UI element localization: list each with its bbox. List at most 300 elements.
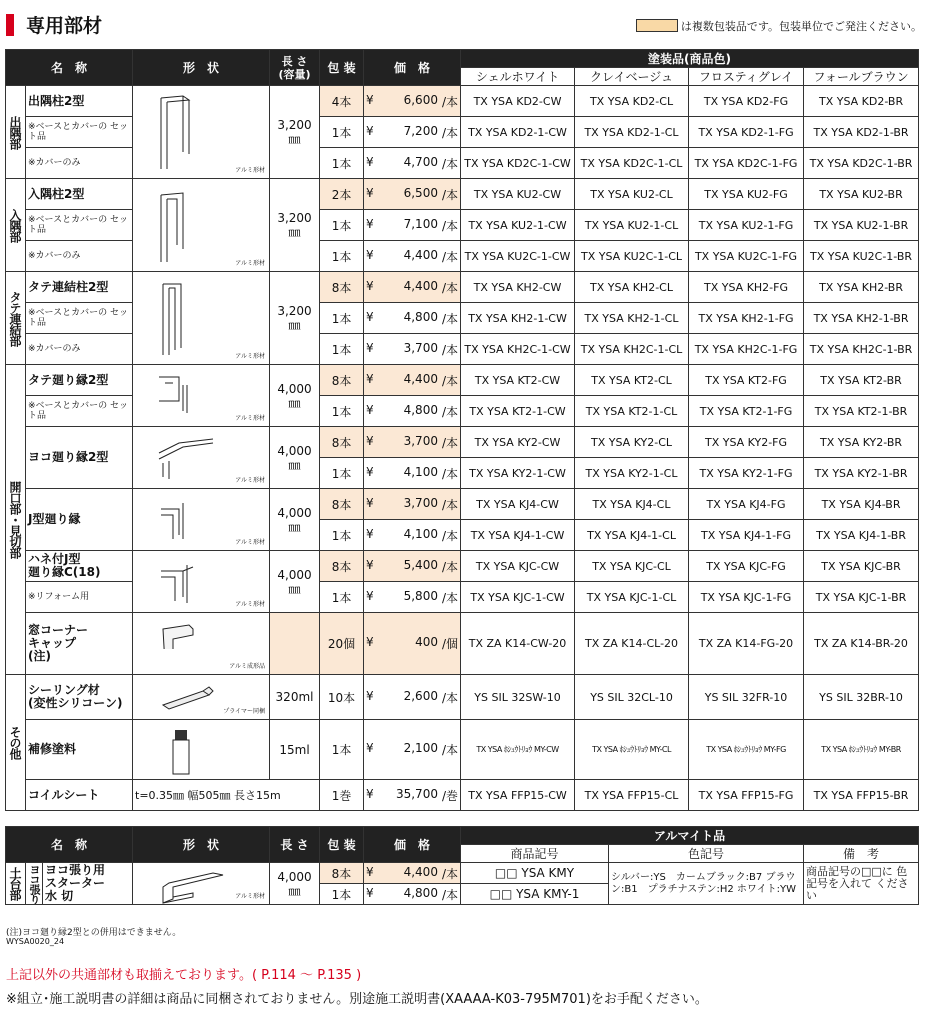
price-value: 4,800 (403, 309, 438, 324)
price-value: 4,100 (403, 464, 438, 479)
price (364, 551, 461, 582)
unit: /本 (441, 743, 459, 757)
shape-figure (133, 427, 270, 489)
package: 1本 (320, 210, 364, 241)
length: 4,000 ㎜ (270, 427, 320, 489)
shape-figure (133, 675, 270, 720)
unit: /本 (441, 590, 459, 605)
product-note: ※カバーのみ (26, 148, 133, 179)
package: 8本 (320, 489, 364, 520)
yen: ¥ (366, 402, 374, 417)
price-value: 2,100 (403, 741, 438, 755)
product-note: ※カバーのみ (26, 334, 133, 365)
product-name: ハネ付J型 廻り縁C(18) (26, 551, 133, 582)
product-code: TX YSA KT2-FG (689, 365, 804, 396)
product-code: TX YSA KY2-CW (461, 427, 575, 458)
yen: ¥ (366, 464, 374, 479)
product-code: TX YSA KJC-1-FG (689, 582, 804, 613)
length: 4,000 ㎜ (270, 551, 320, 613)
product-name: 入隅柱2型 (26, 179, 133, 210)
unit: /本 (441, 690, 459, 705)
product-code: TX YSA KD2-1-FG (689, 117, 804, 148)
price-value: 4,800 (403, 885, 438, 900)
product-code: TX YSA KU2-BR (804, 179, 919, 210)
category-label: タテ連結部 (6, 272, 26, 365)
price-value: 5,800 (403, 588, 438, 603)
col-color-code: 色記号 (609, 845, 804, 863)
price-value: 7,200 (403, 123, 438, 138)
price-value: 3,700 (403, 433, 438, 448)
product-code: TX YSA KH2C-1-FG (689, 334, 804, 365)
length: 15ml (270, 720, 320, 780)
package: 1本 (320, 582, 364, 613)
legend-text: は複数包装品です。包装単位でご発注ください。 (680, 20, 922, 33)
product-code: TX YSA KY2-FG (689, 427, 804, 458)
price (364, 179, 461, 210)
length: 3,200 ㎜ (270, 86, 320, 179)
yen: ¥ (366, 123, 374, 138)
length-empty (270, 613, 320, 675)
yen: ¥ (366, 92, 374, 107)
price (364, 675, 461, 720)
product-code: TX YSA KD2-FG (689, 86, 804, 117)
starter-drip-icon (153, 869, 243, 905)
unit: /本 (441, 280, 459, 295)
col-length: 長 さ (容量) (270, 50, 320, 86)
yen: ¥ (366, 786, 374, 801)
package: 8本 (320, 427, 364, 458)
table-row (6, 365, 919, 396)
col-price: 価 格 (364, 827, 461, 863)
yen: ¥ (366, 885, 374, 900)
product-code: TX YSA KD2-CL (575, 86, 689, 117)
price-value: 400 (415, 635, 438, 649)
unit: /本 (441, 311, 459, 326)
product-note: ※ベースとカバーの セット品 (26, 117, 133, 148)
col-product-code: 商品記号 (461, 845, 609, 863)
price (364, 334, 461, 365)
color-codes: シルバー:YS カームブラック:B7 ブラウン:B1 プラチナステン:H2 ホワイト:YW (609, 863, 804, 905)
yen: ¥ (366, 216, 374, 231)
product-name: ヨコ張り用 スターター 水 切 (43, 863, 133, 905)
product-code: TX YSA KJ4-FG (689, 489, 804, 520)
package: 1本 (320, 148, 364, 179)
unit: /本 (441, 866, 458, 881)
price-value: 4,700 (403, 154, 438, 169)
yen: ¥ (366, 278, 374, 293)
package: 1本 (320, 241, 364, 272)
product-code: TX YSA KJC-CW (461, 551, 575, 582)
price-value: 2,600 (403, 688, 438, 703)
legend-swatch (636, 19, 678, 32)
unit: /本 (441, 249, 459, 264)
profile-icon (153, 278, 233, 355)
product-code: TX ZA K14-CW-20 (461, 613, 575, 675)
product-code: TX YSA KT2-BR (804, 365, 919, 396)
yen: ¥ (366, 741, 374, 755)
product-code: TX YSA KH2C-1-CW (461, 334, 575, 365)
product-code: TX YSA KU2-1-FG (689, 210, 804, 241)
product-code: YS SIL 32FR-10 (689, 675, 804, 720)
product-code: YS SIL 32CL-10 (575, 675, 689, 720)
table-row (6, 427, 919, 458)
category-label: その他 (6, 675, 26, 811)
product-code: TX YSA KY2-1-FG (689, 458, 804, 489)
common-parts-note: 上記以外の共通部材も取揃えております。( P.114 ～ P.135 ) (6, 968, 362, 983)
product-code: TX YSA KH2-FG (689, 272, 804, 303)
product-code: TX YSA KH2-CW (461, 272, 575, 303)
package: 1本 (320, 117, 364, 148)
product-code: TX YSA KJ4-1-CW (461, 520, 575, 551)
yen: ¥ (366, 340, 374, 355)
price-value: 6,500 (403, 185, 438, 200)
alumite-table (5, 826, 919, 905)
col-price: 価 格 (364, 50, 461, 86)
product-code: TX YSA ﾎｼｭｳﾄﾘｮｳ MY-FG (689, 720, 804, 780)
product-code: TX YSA KH2C-1-BR (804, 334, 919, 365)
color-header: フォールブラウン (804, 68, 919, 86)
table-row (6, 675, 919, 720)
product-code: TX YSA FFP15-BR (804, 780, 919, 811)
unit: /本 (441, 187, 459, 202)
table-row (6, 780, 919, 811)
product-name: タテ廻り縁2型 (26, 365, 133, 396)
product-code: TX YSA ﾎｼｭｳﾄﾘｮｳ MY-CW (461, 720, 575, 780)
product-name: 窓コーナー キャップ (注) (26, 613, 133, 675)
price (364, 489, 461, 520)
profile-icon (153, 92, 233, 169)
package: 1本 (320, 303, 364, 334)
product-code: TX YSA KU2-CW (461, 179, 575, 210)
unit: /本 (441, 342, 459, 357)
manual-note: ※組立･施工説明書の詳細は商品に同梱されておりません。別途施工説明書(XAAAA-K03-795M701)をお手配ください。 (6, 992, 708, 1007)
price (364, 272, 461, 303)
profile-icon (153, 619, 233, 649)
col-remarks: 備 考 (804, 845, 919, 863)
price (364, 148, 461, 179)
price (364, 780, 461, 811)
product-code: TX YSA KD2C-1-CW (461, 148, 575, 179)
length: 4,000 ㎜ (270, 365, 320, 427)
category-label: 入隅部 (6, 179, 26, 272)
shape-figure (133, 863, 270, 905)
table-row (6, 86, 919, 117)
length: 3,200 ㎜ (270, 272, 320, 365)
product-code: TX YSA KT2-1-FG (689, 396, 804, 427)
length: 3,200 ㎜ (270, 179, 320, 272)
product-code: TX YSA KU2C-1-FG (689, 241, 804, 272)
package: 1本 (320, 720, 364, 780)
product-code: TX YSA KT2-1-CL (575, 396, 689, 427)
package: 8本 (320, 365, 364, 396)
unit: /本 (441, 94, 459, 109)
product-code: TX YSA KJ4-1-CL (575, 520, 689, 551)
product-code: TX YSA KH2-1-CL (575, 303, 689, 334)
unit: /本 (441, 528, 459, 543)
product-code: TX YSA KU2C-1-CW (461, 241, 575, 272)
price-value: 4,400 (403, 371, 438, 386)
yen: ¥ (366, 864, 374, 879)
col-package: 包 装 (320, 827, 364, 863)
package: 1本 (320, 458, 364, 489)
product-note: ※カバーのみ (26, 241, 133, 272)
shape-label: アルミ形材 (235, 353, 266, 360)
product-code: YS SIL 32BR-10 (804, 675, 919, 720)
table-row (6, 179, 919, 210)
product-name: 出隅柱2型 (26, 86, 133, 117)
product-code: TX YSA KJ4-1-BR (804, 520, 919, 551)
yen: ¥ (366, 309, 374, 324)
unit: /本 (441, 497, 459, 512)
unit: /本 (441, 218, 459, 233)
price (364, 720, 461, 780)
price-value: 4,400 (403, 278, 438, 293)
product-code: TX YSA KY2-BR (804, 427, 919, 458)
product-code: TX YSA KU2C-1-CL (575, 241, 689, 272)
price (364, 303, 461, 334)
product-name: 補修塗料 (26, 720, 133, 780)
paint-bottle-icon (153, 726, 233, 778)
price-value: 7,100 (403, 216, 438, 231)
col-name: 名 称 (6, 827, 133, 863)
shape-label: アルミ形材 (235, 477, 266, 484)
product-code: TX YSA KD2-BR (804, 86, 919, 117)
product-code: TX YSA KD2-CW (461, 86, 575, 117)
price (364, 241, 461, 272)
product-code: TX YSA KD2C-1-BR (804, 148, 919, 179)
product-code: TX YSA KU2-FG (689, 179, 804, 210)
product-code: TX YSA KY2-1-BR (804, 458, 919, 489)
price-value: 35,700 (395, 786, 438, 801)
shape-figure (133, 489, 270, 551)
color-header: クレイベージュ (575, 68, 689, 86)
product-code: TX YSA KH2-BR (804, 272, 919, 303)
shape-figure (133, 365, 270, 427)
product-code: TX YSA KU2-1-CL (575, 210, 689, 241)
yen: ¥ (366, 154, 374, 169)
price (364, 365, 461, 396)
product-code: TX YSA KJC-1-CW (461, 582, 575, 613)
shape-label: アルミ成形品 (229, 663, 266, 670)
product-code: TX ZA K14-BR-20 (804, 613, 919, 675)
price-value: 5,400 (403, 557, 438, 572)
product-code: TX YSA KU2-1-CW (461, 210, 575, 241)
package: 8本 (320, 551, 364, 582)
price (364, 458, 461, 489)
product-note: ※リフォーム用 (26, 582, 133, 613)
footnote: (注)ヨコ廻り縁2型との併用はできません。 (6, 928, 182, 938)
price (364, 884, 461, 905)
unit: /本 (441, 435, 459, 450)
yen: ¥ (366, 635, 374, 649)
product-code: TX YSA KD2-1-BR (804, 117, 919, 148)
product-note: ※ベースとカバーの セット品 (26, 303, 133, 334)
shape-label: アルミ形材 (235, 893, 265, 900)
doc-code: WYSA0020_24 (6, 937, 65, 946)
product-code: TX YSA KJC-BR (804, 551, 919, 582)
package: 1巻 (320, 780, 364, 811)
unit: /本 (441, 373, 459, 388)
price-value: 3,700 (403, 495, 438, 510)
profile-icon (153, 681, 233, 711)
product-code: TX YSA KU2-1-BR (804, 210, 919, 241)
col-shape: 形 状 (133, 827, 270, 863)
product-code: TX YSA KJ4-CW (461, 489, 575, 520)
length: 4,000 ㎜ (270, 489, 320, 551)
product-code: TX YSA KJ4-CL (575, 489, 689, 520)
product-code: TX YSA KJC-1-BR (804, 582, 919, 613)
product-code: TX YSA KJC-1-CL (575, 582, 689, 613)
package: 2本 (320, 179, 364, 210)
product-code: TX YSA ﾎｼｭｳﾄﾘｮｳ MY-CL (575, 720, 689, 780)
price (364, 863, 461, 884)
yen: ¥ (366, 247, 374, 262)
col-shape: 形 状 (133, 50, 270, 86)
col-length: 長 さ (270, 827, 320, 863)
product-code: TX YSA FFP15-FG (689, 780, 804, 811)
color-header: フロスティグレイ (689, 68, 804, 86)
yen: ¥ (366, 526, 374, 541)
price (364, 86, 461, 117)
unit: /本 (441, 559, 459, 574)
yen: ¥ (366, 688, 374, 703)
price (364, 396, 461, 427)
shape-label: プライマー同梱 (223, 708, 266, 715)
product-code: TX YSA KH2-1-CW (461, 303, 575, 334)
unit: /本 (441, 466, 459, 481)
product-code: TX YSA KJC-FG (689, 551, 804, 582)
yen: ¥ (366, 495, 374, 510)
product-spec: t=0.35㎜ 幅505㎜ 長さ15m (133, 780, 320, 811)
shape-label: アルミ形材 (235, 415, 266, 422)
unit: /本 (441, 125, 459, 140)
price (364, 520, 461, 551)
product-code: TX YSA KH2-1-BR (804, 303, 919, 334)
product-code: TX YSA KJ4-1-FG (689, 520, 804, 551)
yen: ¥ (366, 588, 374, 603)
table-row (6, 613, 919, 675)
product-code: TX YSA KU2C-1-BR (804, 241, 919, 272)
yen: ¥ (366, 371, 374, 386)
table-row (6, 272, 919, 303)
product-name: コイルシート (26, 780, 133, 811)
product-code: □□ YSA KMY-1 (461, 884, 609, 905)
yen: ¥ (366, 185, 374, 200)
price (364, 117, 461, 148)
package: 10本 (320, 675, 364, 720)
price (364, 613, 461, 675)
shape-label: アルミ形材 (235, 260, 266, 267)
remarks: 商品記号の□□に 色記号を入れて ください (804, 863, 919, 905)
unit: /個 (441, 637, 459, 651)
shape-label: アルミ形材 (235, 539, 266, 546)
category-horizontal: ヨコ張り (26, 863, 43, 905)
section-header (6, 10, 926, 40)
table-row (6, 720, 919, 780)
profile-icon (153, 557, 233, 603)
product-code: TX ZA K14-FG-20 (689, 613, 804, 675)
category-label: 出隅部 (6, 86, 26, 179)
product-code: TX YSA KT2-1-CW (461, 396, 575, 427)
product-code: □□ YSA KMY (461, 863, 609, 884)
product-code: TX YSA KJ4-BR (804, 489, 919, 520)
product-code: YS SIL 32SW-10 (461, 675, 575, 720)
package: 20個 (320, 613, 364, 675)
products-table (5, 49, 919, 811)
col-alumite: アルマイト品 (461, 827, 919, 845)
table-row (6, 489, 919, 520)
package: 1本 (320, 334, 364, 365)
shape-figure (133, 86, 270, 179)
col-name: 名 称 (6, 50, 133, 86)
product-code: TX YSA KY2-1-CW (461, 458, 575, 489)
product-code: TX YSA KY2-CL (575, 427, 689, 458)
shape-label: アルミ形材 (235, 601, 266, 608)
product-code: TX YSA KD2C-1-FG (689, 148, 804, 179)
title-marker (6, 14, 14, 36)
shape-figure (133, 179, 270, 272)
price-value: 4,800 (403, 402, 438, 417)
unit: /本 (441, 887, 458, 902)
product-code: TX YSA ﾎｼｭｳﾄﾘｮｳ MY-BR (804, 720, 919, 780)
product-code: TX YSA KU2-CL (575, 179, 689, 210)
product-code: TX YSA KJC-CL (575, 551, 689, 582)
table-row (6, 551, 919, 582)
price (364, 210, 461, 241)
section-title: 専用部材 (26, 15, 103, 37)
profile-icon (153, 371, 233, 417)
price (364, 427, 461, 458)
shape-figure (133, 551, 270, 613)
product-note: ※ベースとカバーの セット品 (26, 396, 133, 427)
product-code: TX YSA KH2C-1-CL (575, 334, 689, 365)
length: 4,000 ㎜ (270, 863, 320, 905)
product-code: TX ZA K14-CL-20 (575, 613, 689, 675)
product-name: シーリング材 (変性シリコーン) (26, 675, 133, 720)
product-code: TX YSA KT2-1-BR (804, 396, 919, 427)
price-value: 4,400 (403, 247, 438, 262)
color-header: シェルホワイト (461, 68, 575, 86)
product-name: J型廻り縁 (26, 489, 133, 551)
product-note: ※ベースとカバーの セット品 (26, 210, 133, 241)
package: 8本 (320, 272, 364, 303)
length: 320ml (270, 675, 320, 720)
profile-icon (153, 495, 233, 541)
product-code: TX YSA KT2-CW (461, 365, 575, 396)
package: 1本 (320, 520, 364, 551)
package: 4本 (320, 86, 364, 117)
shape-figure (133, 720, 270, 780)
shape-figure (133, 272, 270, 365)
package: 8本 (320, 863, 364, 884)
shape-label: アルミ形材 (235, 167, 266, 174)
product-code: TX YSA FFP15-CW (461, 780, 575, 811)
product-code: TX YSA KH2-CL (575, 272, 689, 303)
profile-icon (153, 433, 233, 479)
yen: ¥ (366, 433, 374, 448)
category-base: 土台部 (6, 863, 26, 905)
product-name: タテ連結柱2型 (26, 272, 133, 303)
col-package: 包 装 (320, 50, 364, 86)
product-code: TX YSA FFP15-CL (575, 780, 689, 811)
shape-figure (133, 613, 270, 675)
product-code: TX YSA KT2-CL (575, 365, 689, 396)
product-code: TX YSA KY2-1-CL (575, 458, 689, 489)
unit: /巻 (441, 788, 459, 803)
price-value: 3,700 (403, 340, 438, 355)
product-code: TX YSA KH2-1-FG (689, 303, 804, 334)
package: 1本 (320, 396, 364, 427)
